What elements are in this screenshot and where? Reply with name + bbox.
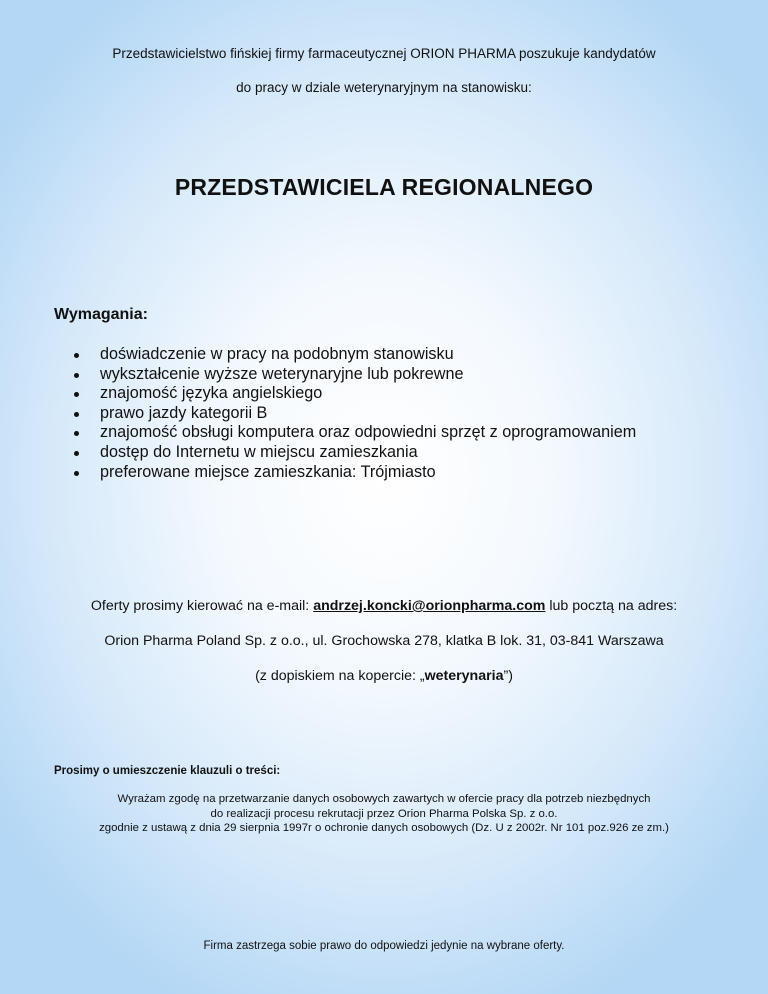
footer-disclaimer: Firma zastrzega sobie prawo do odpowiedzi jedynie na wybrane oferty. <box>203 940 565 952</box>
requirement-text: znajomość obsługi komputera oraz odpowiedni sprzęt z oprogramowaniem <box>100 423 637 442</box>
bullet-icon <box>74 353 79 358</box>
requirements-heading: Wymagania: <box>54 306 148 323</box>
requirement-item <box>70 443 636 463</box>
requirement-text: znajomość języka angielskiego <box>100 384 323 403</box>
intro-line-2: do pracy w dziale weterynaryjnym na stanowisku: <box>236 80 532 95</box>
requirement-item <box>70 404 636 424</box>
postal-address: Orion Pharma Poland Sp. z o.o., ul. Grochowska 278, klatka B lok. 31, 03-841 Warszawa <box>104 633 664 649</box>
envelope-note <box>0 668 768 684</box>
requirement-item <box>70 423 636 443</box>
requirements-list <box>70 345 636 482</box>
requirement-text: preferowane miejsce zamieszkania: Trójmiasto <box>100 462 436 481</box>
clause-heading: Prosimy o umieszczenie klauzuli o treści: <box>54 765 281 777</box>
bullet-icon <box>74 412 79 417</box>
requirement-text: wykształcenie wyższe weterynaryjne lub pokrewne <box>100 364 464 383</box>
clause-line-1: Wyrażam zgodę na przetwarzanie danych osobowych zawartych w ofercie pracy dla potrzeb niezbędnych <box>117 793 651 805</box>
bullet-icon <box>74 451 79 456</box>
requirement-item <box>70 365 636 385</box>
requirement-text: dostęp do Internetu w miejscu zamieszkania <box>100 442 418 461</box>
requirement-item <box>70 384 636 404</box>
requirement-item <box>70 345 636 365</box>
requirement-text: doświadczenie w pracy na podobnym stanowisku <box>100 345 454 363</box>
requirement-text: prawo jazdy kategorii B <box>100 403 268 422</box>
intro-line-1: Przedstawicielstwo fińskiej firmy farmaceutycznej ORION PHARMA poszukuje kandydatów <box>112 46 656 61</box>
bullet-icon <box>74 373 79 378</box>
email-link[interactable]: andrzej.koncki@orionpharma.com <box>313 598 546 614</box>
clause-line-3: zgodnie z ustawą z dnia 29 sierpnia 1997r o ochronie danych osobowych (Dz. U z 2002r. Nr 101 poz.926 ze zm.) <box>99 822 669 834</box>
note-suffix: ”) <box>503 668 513 684</box>
requirement-item <box>70 463 636 483</box>
offers-suffix: lub pocztą na adres: <box>545 598 678 614</box>
offers-prefix: Oferty prosimy kierować na e-mail: <box>90 598 314 614</box>
position-title: PRZEDSTAWICIELA REGIONALNEGO <box>174 174 594 200</box>
offers-line <box>0 598 768 614</box>
note-keyword: weterynaria <box>424 668 504 684</box>
bullet-icon <box>74 431 79 436</box>
note-prefix: (z dopiskiem na kopercie: „ <box>255 668 425 684</box>
bullet-icon <box>74 392 79 397</box>
bullet-icon <box>74 471 79 476</box>
clause-line-2: do realizacji procesu rekrutacji przez Orion Pharma Polska Sp. z o.o. <box>210 808 558 820</box>
